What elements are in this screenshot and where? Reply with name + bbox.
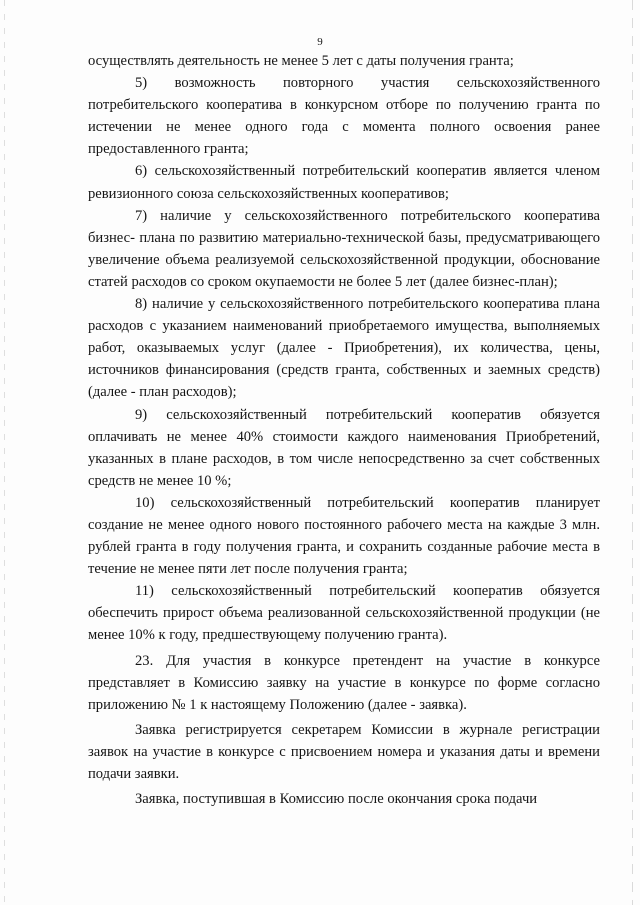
paragraph-item-6: 6) сельскохозяйственный потребительский кооператив является членом ревизионного союза сельскохозяйственных кооперативов; (88, 163, 600, 202)
paragraph-item-8: 8) наличие у сельскохозяйственного потребительского кооператива плана расходов с указанием наименований приобретаемого имущества, выполняемых работ, оказываемых услуг (далее - Приобретения), их количества, цены, источников финансирования (средств гранта, собственных и заемных средств) (далее - план расходов); (88, 296, 600, 401)
paragraph-item-10: 10) сельскохозяйственный потребительский кооператив планирует создание не менее одного нового постоянного рабочего места на каждые 3 млн. рублей гранта в году получения гранта, и сохранить созданные рабочие места в течение не менее пяти лет после получения гранта; (88, 494, 600, 578)
scan-edge-left (4, 0, 5, 905)
paragraph-late-submission: Заявка, поступившая в Комиссию после окончания срока подачи (135, 791, 538, 808)
paragraph-continuation: осуществлять деятельность не менее 5 лет с даты получения гранта; (88, 53, 514, 69)
paragraph-item-9: 9) сельскохозяйственный потребительский кооператив обязуется оплачивать не менее 40% стоимости каждого наименования Приобретений, указанных в плане расходов, в том числе непосредственно за счет собственных средств не менее 10 %; (88, 406, 600, 489)
page-number: 9 (317, 36, 323, 48)
paragraph-item-5: 5) возможность повторного участия сельскохозяйственного потребительского кооператива в конкурсном отборе по получению гранта по истечении не менее одного года с момента полного освоения ранее предоставленного гранта; (88, 75, 600, 158)
paragraph-registration: Заявка регистрируется секретарем Комиссии в журнале регистрации заявок на участие в конкурсе с присвоением номера и указания даты и времени подачи заявки. (88, 721, 600, 782)
scan-edge-right (632, 0, 633, 905)
paragraph-section-23: 23. Для участия в конкурсе претендент на участие в конкурсе представляет в Комиссию заявку на участие в конкурсе по форме согласно приложению № 1 к настоящему Положению (далее - заявка). (88, 652, 600, 713)
paragraph-item-7: 7) наличие у сельскохозяйственного потребительского кооператива бизнес- плана по развитию материально-технической базы, предусматривающего увеличение объема реализуемой сельскохозяйственной продукции, обоснование статей расходов со сроком окупаемости не более 5 лет (далее бизнес-план); (88, 207, 600, 290)
document-body (88, 50, 600, 810)
paragraph-item-11: 11) сельскохозяйственный потребительский кооператив обязуется обеспечить прирост объема реализованной сельскохозяйственной продукции (не менее 10% к году, предшествующему получению гранта). (88, 583, 600, 644)
